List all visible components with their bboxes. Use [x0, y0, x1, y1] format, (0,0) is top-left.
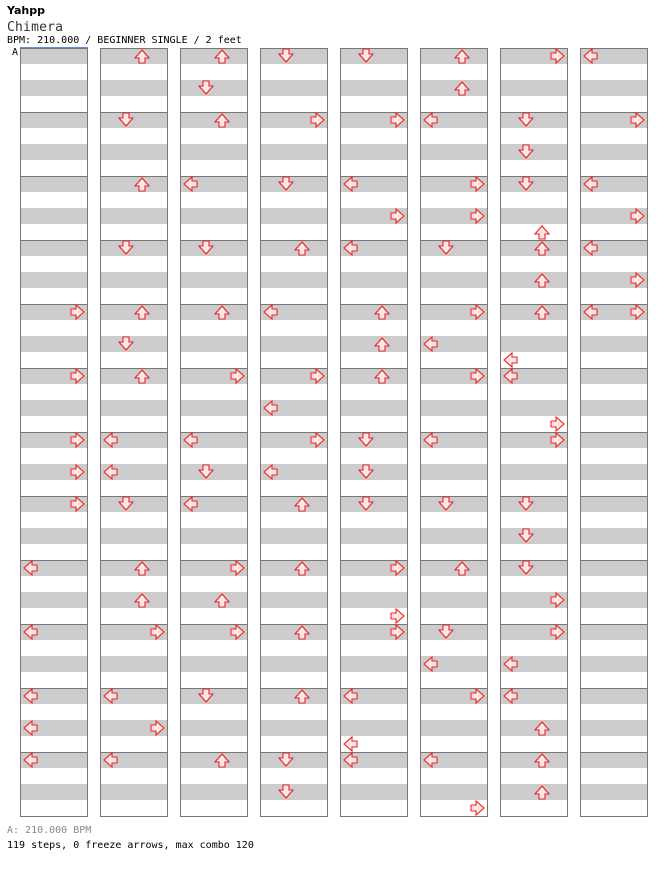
beat-stripe [580, 656, 648, 672]
beat-stripe [260, 208, 328, 224]
bpm-legend: A: 210.000 BPM [7, 825, 92, 836]
beat-stripe [500, 528, 568, 544]
beat-stripe [100, 272, 168, 288]
beat-stripe [580, 496, 648, 512]
beat-stripe [500, 176, 568, 192]
beat-stripe [180, 240, 248, 256]
beat-stripe [500, 496, 568, 512]
beat-stripe [420, 560, 488, 576]
beat-stripe [500, 208, 568, 224]
beat-stripe [180, 752, 248, 768]
chart-meta: BPM: 210.000 / BEGINNER SINGLE / 2 feet [7, 35, 242, 46]
artist-name: Yahpp [7, 4, 45, 17]
beat-stripe [260, 528, 328, 544]
beat-stripe [100, 240, 168, 256]
beat-stripe [100, 112, 168, 128]
beat-stripe [260, 80, 328, 96]
beat-stripe [100, 336, 168, 352]
beat-stripe [20, 528, 88, 544]
beat-stripe [420, 464, 488, 480]
beat-stripe [100, 80, 168, 96]
beat-stripe [500, 272, 568, 288]
beat-stripe [180, 784, 248, 800]
beat-stripe [340, 48, 408, 64]
beat-stripe [180, 464, 248, 480]
beat-stripe [420, 272, 488, 288]
chart-column [180, 48, 248, 817]
beat-stripe [340, 464, 408, 480]
beat-stripe [580, 464, 648, 480]
beat-stripe [260, 720, 328, 736]
beat-stripe [580, 752, 648, 768]
beat-stripe [180, 112, 248, 128]
beat-stripe [580, 80, 648, 96]
beat-stripe [420, 80, 488, 96]
beat-stripe [580, 368, 648, 384]
beat-stripe [340, 496, 408, 512]
bpm-marker-label: A [12, 47, 19, 58]
beat-stripe [340, 592, 408, 608]
beat-stripe [580, 528, 648, 544]
beat-stripe [260, 496, 328, 512]
beat-stripe [420, 720, 488, 736]
beat-stripe [100, 208, 168, 224]
beat-stripe [340, 144, 408, 160]
beat-stripe [260, 240, 328, 256]
beat-stripe [500, 400, 568, 416]
beat-stripe [20, 144, 88, 160]
beat-stripe [180, 528, 248, 544]
beat-stripe [260, 656, 328, 672]
beat-stripe [100, 592, 168, 608]
beat-stripe [260, 144, 328, 160]
beat-stripe [100, 368, 168, 384]
beat-stripe [420, 624, 488, 640]
beat-stripe [100, 656, 168, 672]
bpm-marker-line [20, 47, 88, 48]
beat-stripe [500, 144, 568, 160]
beat-stripe [420, 528, 488, 544]
beat-stripe [340, 784, 408, 800]
beat-stripe [500, 464, 568, 480]
beat-stripe [260, 688, 328, 704]
beat-stripe [100, 304, 168, 320]
beat-stripe [580, 720, 648, 736]
beat-stripe [20, 80, 88, 96]
beat-stripe [580, 336, 648, 352]
beat-stripe [580, 624, 648, 640]
beat-stripe [180, 592, 248, 608]
beat-stripe [260, 592, 328, 608]
beat-stripe [180, 336, 248, 352]
beat-stripe [420, 48, 488, 64]
beat-stripe [340, 304, 408, 320]
beat-stripe [100, 528, 168, 544]
beat-stripe [580, 432, 648, 448]
beat-stripe [580, 688, 648, 704]
beat-stripe [20, 336, 88, 352]
beat-stripe [20, 240, 88, 256]
beat-stripe [260, 272, 328, 288]
beat-stripe [340, 336, 408, 352]
beat-stripe [420, 496, 488, 512]
beat-stripe [420, 240, 488, 256]
beat-stripe [100, 784, 168, 800]
beat-stripe [340, 368, 408, 384]
song-title: Chimera [7, 20, 64, 35]
beat-stripe [20, 656, 88, 672]
beat-stripe [100, 496, 168, 512]
beat-stripe [260, 752, 328, 768]
beat-stripe [180, 304, 248, 320]
beat-stripe [180, 208, 248, 224]
beat-stripe [180, 656, 248, 672]
beat-stripe [500, 304, 568, 320]
beat-stripe [260, 560, 328, 576]
beat-stripe [180, 688, 248, 704]
beat-stripe [180, 400, 248, 416]
beat-stripe [500, 80, 568, 96]
beat-stripe [260, 784, 328, 800]
beat-stripe [100, 48, 168, 64]
beat-stripe [580, 784, 648, 800]
beat-stripe [420, 144, 488, 160]
beat-stripe [180, 144, 248, 160]
beat-stripe [500, 112, 568, 128]
beat-stripe [180, 48, 248, 64]
beat-stripe [20, 272, 88, 288]
beat-stripe [580, 400, 648, 416]
beat-stripe [340, 80, 408, 96]
beat-stripe [420, 784, 488, 800]
chart-column [260, 48, 328, 817]
beat-stripe [20, 400, 88, 416]
beat-stripe [260, 176, 328, 192]
beat-stripe [260, 48, 328, 64]
beat-stripe [500, 752, 568, 768]
beat-stripe [340, 432, 408, 448]
beat-stripe [180, 720, 248, 736]
beat-stripe [580, 144, 648, 160]
chart-column [580, 48, 648, 817]
beat-stripe [340, 528, 408, 544]
beat-stripe [20, 112, 88, 128]
step-stats: 119 steps, 0 freeze arrows, max combo 120 [7, 840, 254, 851]
beat-stripe [580, 592, 648, 608]
beat-stripe [500, 240, 568, 256]
beat-stripe [500, 720, 568, 736]
beat-stripe [100, 560, 168, 576]
beat-stripe [340, 720, 408, 736]
beat-stripe [340, 656, 408, 672]
beat-stripe [180, 80, 248, 96]
beat-stripe [20, 176, 88, 192]
beat-stripe [20, 592, 88, 608]
beat-stripe [500, 336, 568, 352]
beat-stripe [340, 272, 408, 288]
beat-stripe [20, 48, 88, 64]
beat-stripe [100, 176, 168, 192]
beat-stripe [420, 592, 488, 608]
beat-stripe [20, 208, 88, 224]
beat-stripe [180, 272, 248, 288]
beat-stripe [580, 560, 648, 576]
beat-stripe [340, 400, 408, 416]
beat-stripe [420, 400, 488, 416]
beat-stripe [260, 336, 328, 352]
beat-stripe [100, 400, 168, 416]
beat-stripe [100, 144, 168, 160]
beat-stripe [20, 784, 88, 800]
beat-stripe [500, 784, 568, 800]
beat-stripe [260, 624, 328, 640]
beat-stripe [500, 560, 568, 576]
